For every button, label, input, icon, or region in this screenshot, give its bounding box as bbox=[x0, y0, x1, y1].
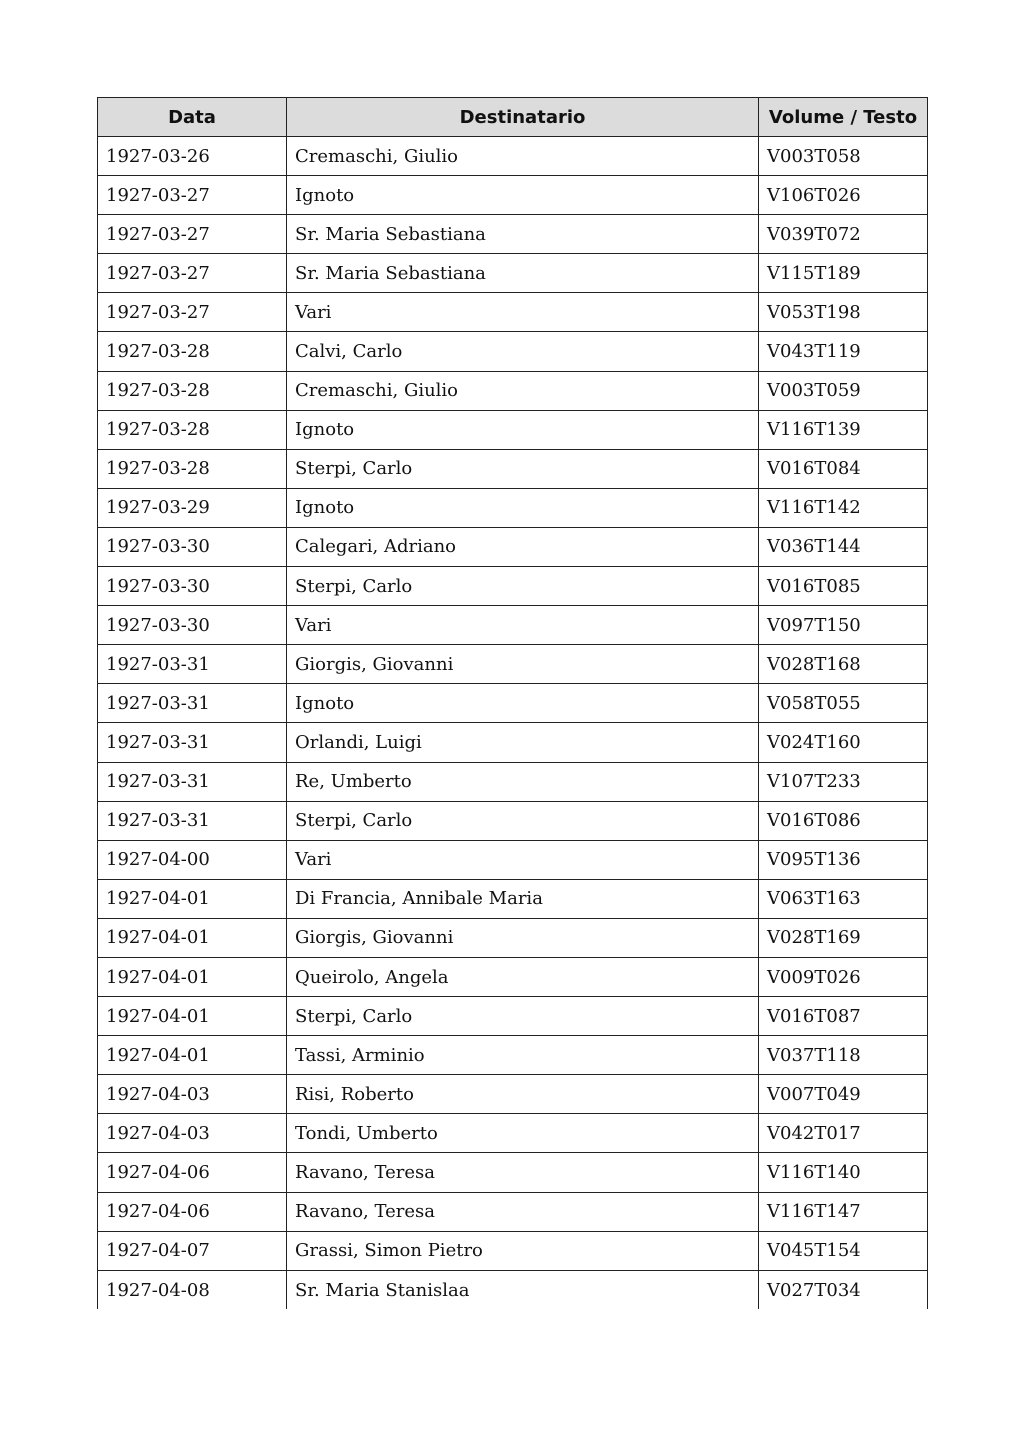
cell-volume-testo: V028T168 bbox=[759, 645, 928, 684]
cell-date: 1927-04-08 bbox=[98, 1270, 287, 1309]
cell-volume-testo: V058T055 bbox=[759, 684, 928, 723]
cell-destinatario: Tondi, Umberto bbox=[287, 1114, 759, 1153]
cell-volume-testo: V116T147 bbox=[759, 1192, 928, 1231]
table-row bbox=[98, 840, 928, 879]
cell-volume-testo: V116T139 bbox=[759, 410, 928, 449]
cell-volume-testo: V116T140 bbox=[759, 1153, 928, 1192]
cell-date: 1927-04-03 bbox=[98, 1114, 287, 1153]
table-row bbox=[98, 1036, 928, 1075]
cell-volume-testo: V053T198 bbox=[759, 293, 928, 332]
cell-destinatario: Ignoto bbox=[287, 684, 759, 723]
cell-date: 1927-03-28 bbox=[98, 410, 287, 449]
cell-volume-testo: V009T026 bbox=[759, 957, 928, 996]
cell-destinatario: Cremaschi, Giulio bbox=[287, 137, 759, 176]
cell-volume-testo: V016T085 bbox=[759, 567, 928, 606]
cell-date: 1927-03-30 bbox=[98, 567, 287, 606]
cell-destinatario: Risi, Roberto bbox=[287, 1075, 759, 1114]
cell-volume-testo: V028T169 bbox=[759, 918, 928, 957]
cell-date: 1927-03-31 bbox=[98, 684, 287, 723]
cell-date: 1927-03-31 bbox=[98, 645, 287, 684]
header-data: Data bbox=[98, 98, 287, 137]
table-row bbox=[98, 449, 928, 488]
table-row bbox=[98, 488, 928, 527]
cell-destinatario: Sr. Maria Sebastiana bbox=[287, 254, 759, 293]
cell-date: 1927-03-30 bbox=[98, 527, 287, 566]
cell-volume-testo: V107T233 bbox=[759, 762, 928, 801]
cell-destinatario: Calegari, Adriano bbox=[287, 527, 759, 566]
table-row bbox=[98, 254, 928, 293]
table-row bbox=[98, 567, 928, 606]
cell-volume-testo: V097T150 bbox=[759, 606, 928, 645]
cell-destinatario: Grassi, Simon Pietro bbox=[287, 1231, 759, 1270]
cell-destinatario: Calvi, Carlo bbox=[287, 332, 759, 371]
header-destinatario: Destinatario bbox=[287, 98, 759, 137]
table-row bbox=[98, 215, 928, 254]
cell-volume-testo: V043T119 bbox=[759, 332, 928, 371]
cell-volume-testo: V042T017 bbox=[759, 1114, 928, 1153]
table-row bbox=[98, 879, 928, 918]
cell-date: 1927-04-01 bbox=[98, 957, 287, 996]
table-row bbox=[98, 1114, 928, 1153]
cell-date: 1927-04-01 bbox=[98, 918, 287, 957]
cell-destinatario: Sterpi, Carlo bbox=[287, 449, 759, 488]
cell-destinatario: Giorgis, Giovanni bbox=[287, 918, 759, 957]
cell-volume-testo: V039T072 bbox=[759, 215, 928, 254]
cell-date: 1927-03-28 bbox=[98, 371, 287, 410]
table-row bbox=[98, 997, 928, 1036]
table-row bbox=[98, 762, 928, 801]
cell-volume-testo: V007T049 bbox=[759, 1075, 928, 1114]
letters-table bbox=[97, 97, 928, 1309]
cell-volume-testo: V106T026 bbox=[759, 176, 928, 215]
cell-destinatario: Tassi, Arminio bbox=[287, 1036, 759, 1075]
header-row bbox=[98, 98, 928, 137]
cell-volume-testo: V045T154 bbox=[759, 1231, 928, 1270]
cell-volume-testo: V003T059 bbox=[759, 371, 928, 410]
table-row bbox=[98, 645, 928, 684]
cell-volume-testo: V116T142 bbox=[759, 488, 928, 527]
header-volume-testo: Volume / Testo bbox=[759, 98, 928, 137]
cell-date: 1927-03-27 bbox=[98, 176, 287, 215]
cell-date: 1927-03-31 bbox=[98, 762, 287, 801]
cell-volume-testo: V037T118 bbox=[759, 1036, 928, 1075]
table-header bbox=[98, 98, 928, 137]
table-row bbox=[98, 1192, 928, 1231]
table-row bbox=[98, 918, 928, 957]
cell-destinatario: Sr. Maria Sebastiana bbox=[287, 215, 759, 254]
cell-destinatario: Queirolo, Angela bbox=[287, 957, 759, 996]
cell-destinatario: Sterpi, Carlo bbox=[287, 997, 759, 1036]
cell-date: 1927-03-30 bbox=[98, 606, 287, 645]
cell-destinatario: Ravano, Teresa bbox=[287, 1153, 759, 1192]
table-row bbox=[98, 1075, 928, 1114]
table-row bbox=[98, 137, 928, 176]
cell-destinatario: Ravano, Teresa bbox=[287, 1192, 759, 1231]
table-row bbox=[98, 410, 928, 449]
cell-date: 1927-04-03 bbox=[98, 1075, 287, 1114]
cell-destinatario: Vari bbox=[287, 840, 759, 879]
cell-volume-testo: V016T087 bbox=[759, 997, 928, 1036]
cell-volume-testo: V024T160 bbox=[759, 723, 928, 762]
cell-destinatario: Ignoto bbox=[287, 488, 759, 527]
cell-date: 1927-03-31 bbox=[98, 801, 287, 840]
table-row bbox=[98, 1270, 928, 1309]
cell-date: 1927-03-28 bbox=[98, 332, 287, 371]
cell-destinatario: Vari bbox=[287, 293, 759, 332]
table-row bbox=[98, 332, 928, 371]
cell-destinatario: Re, Umberto bbox=[287, 762, 759, 801]
table-row bbox=[98, 723, 928, 762]
cell-date: 1927-04-06 bbox=[98, 1153, 287, 1192]
table-row bbox=[98, 293, 928, 332]
cell-date: 1927-03-27 bbox=[98, 293, 287, 332]
cell-date: 1927-04-01 bbox=[98, 997, 287, 1036]
cell-destinatario: Vari bbox=[287, 606, 759, 645]
cell-date: 1927-04-07 bbox=[98, 1231, 287, 1270]
cell-date: 1927-04-01 bbox=[98, 1036, 287, 1075]
cell-destinatario: Di Francia, Annibale Maria bbox=[287, 879, 759, 918]
table-row bbox=[98, 957, 928, 996]
cell-destinatario: Sr. Maria Stanislaa bbox=[287, 1270, 759, 1309]
cell-date: 1927-03-29 bbox=[98, 488, 287, 527]
table-row bbox=[98, 801, 928, 840]
cell-volume-testo: V036T144 bbox=[759, 527, 928, 566]
cell-volume-testo: V095T136 bbox=[759, 840, 928, 879]
cell-date: 1927-04-00 bbox=[98, 840, 287, 879]
cell-date: 1927-03-27 bbox=[98, 254, 287, 293]
table-row bbox=[98, 684, 928, 723]
table-row bbox=[98, 1231, 928, 1270]
cell-volume-testo: V016T086 bbox=[759, 801, 928, 840]
cell-date: 1927-03-28 bbox=[98, 449, 287, 488]
cell-date: 1927-03-31 bbox=[98, 723, 287, 762]
cell-date: 1927-03-26 bbox=[98, 137, 287, 176]
cell-date: 1927-03-27 bbox=[98, 215, 287, 254]
cell-volume-testo: V027T034 bbox=[759, 1270, 928, 1309]
cell-destinatario: Sterpi, Carlo bbox=[287, 567, 759, 606]
table-row bbox=[98, 1153, 928, 1192]
cell-date: 1927-04-06 bbox=[98, 1192, 287, 1231]
cell-volume-testo: V016T084 bbox=[759, 449, 928, 488]
cell-destinatario: Cremaschi, Giulio bbox=[287, 371, 759, 410]
cell-destinatario: Orlandi, Luigi bbox=[287, 723, 759, 762]
table-row bbox=[98, 527, 928, 566]
table-body bbox=[98, 137, 928, 1310]
cell-volume-testo: V063T163 bbox=[759, 879, 928, 918]
cell-volume-testo: V003T058 bbox=[759, 137, 928, 176]
table-row bbox=[98, 176, 928, 215]
cell-destinatario: Sterpi, Carlo bbox=[287, 801, 759, 840]
table-row bbox=[98, 606, 928, 645]
cell-destinatario: Ignoto bbox=[287, 410, 759, 449]
cell-volume-testo: V115T189 bbox=[759, 254, 928, 293]
cell-destinatario: Giorgis, Giovanni bbox=[287, 645, 759, 684]
cell-destinatario: Ignoto bbox=[287, 176, 759, 215]
table-row bbox=[98, 371, 928, 410]
cell-date: 1927-04-01 bbox=[98, 879, 287, 918]
